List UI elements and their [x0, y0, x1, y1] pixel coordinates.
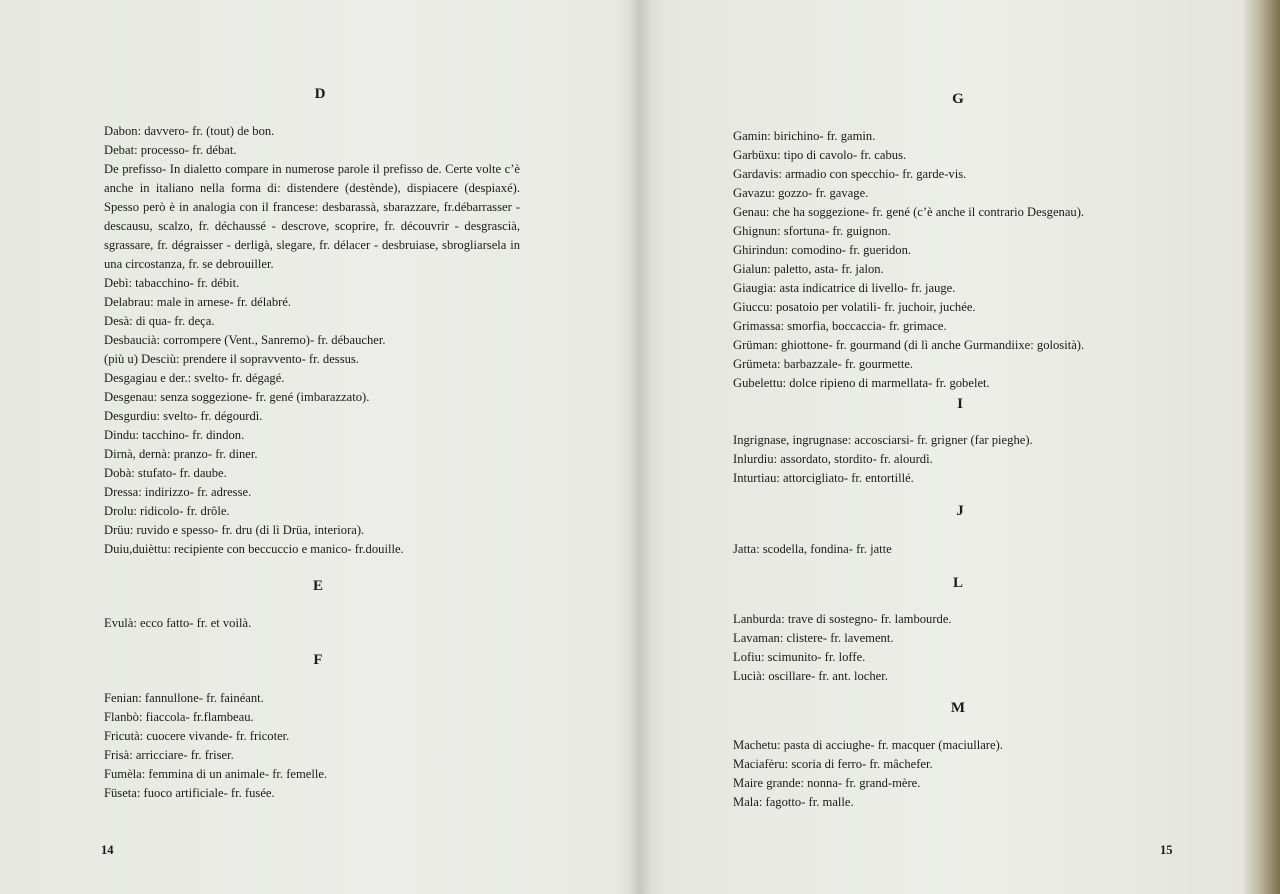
entry: Dindu: tacchino- fr. dindon. [104, 428, 245, 442]
entry: Desbaucià: corrompere (Vent., Sanremo)- fr. débaucher. [104, 333, 386, 347]
entry: Maciafèru: scoria di ferro- fr. mâchefer. [733, 757, 933, 771]
entry: Desà: di qua- fr. deça. [104, 314, 215, 328]
entry: Fumèla: femmina di un animale- fr. femelle. [104, 767, 328, 781]
entry: Fricutà: cuocere vivande- fr. fricoter. [104, 729, 290, 743]
entry: Lucià: oscillare- fr. ant. locher. [733, 669, 888, 683]
section-m-entries [733, 736, 1003, 812]
entry: Lanburda: trave di sostegno- fr. lambourde. [733, 612, 952, 626]
entry: Drüu: ruvido e spesso- fr. dru (di lì Drüa, interiora). [104, 523, 365, 537]
entry: Inturtiau: attorcigliato- fr. entortillé. [733, 471, 914, 485]
section-j-entries [733, 540, 892, 559]
entry: Debat: processo- fr. débat. [104, 143, 237, 157]
entry: Dabon: davvero- fr. (tout) de bon. [104, 124, 275, 138]
entry: Giuccu: posatoio per volatili- fr. juchoir, juchée. [733, 300, 976, 314]
entry: Gardavis: armadio con specchio- fr. garde-vis. [733, 167, 967, 181]
section-e-entries [104, 614, 251, 633]
entry: Mala: fagotto- fr. malle. [733, 795, 854, 809]
page-number-right: 15 [1160, 843, 1173, 857]
entry: Fenian: fannullone- fr. fainéant. [104, 691, 264, 705]
section-heading-m: M [950, 700, 966, 716]
entry: Ghirindun: comodino- fr. gueridon. [733, 243, 912, 257]
entry: Duiu,duièttu: recipiente con beccuccio e manico- fr.douille. [104, 542, 404, 556]
section-heading-l: L [952, 575, 963, 591]
entry: Gialun: paletto, asta- fr. jalon. [733, 262, 884, 276]
entry: Delabrau: male in arnese- fr. délabré. [104, 295, 292, 309]
section-heading-f: F [313, 652, 323, 668]
section-d-entries [104, 122, 520, 559]
entry: Ghignun: sfortuna- fr. guignon. [733, 224, 891, 238]
section-f-entries [104, 689, 327, 803]
entry: (più u) Desciù: prendere il sopravvento- fr. dessus. [104, 352, 359, 366]
entry: Füseta: fuoco artificiale- fr. fusée. [104, 786, 275, 800]
section-i-entries [733, 431, 1033, 488]
entry: Dirnà, dernà: pranzo- fr. diner. [104, 447, 258, 461]
entry: Dressa: indirizzo- fr. adresse. [104, 485, 252, 499]
section-g-entries [733, 127, 1084, 393]
entry: Gamin: birichino- fr. gamin. [733, 129, 876, 143]
entry: Grimassa: smorfia, boccaccia- fr. grimace. [733, 319, 947, 333]
entry: Gavazu: gozzo- fr. gavage. [733, 186, 869, 200]
entry: Desgagiau e der.: svelto- fr. dégagé. [104, 371, 285, 385]
entry: Desgurdiu: svelto- fr. dégourdì. [104, 409, 263, 423]
entry: Maire grande: nonna- fr. grand-mère. [733, 776, 921, 790]
entry: Ingrignase, ingrugnase: accosciarsi- fr. grigner (far pieghe). [733, 433, 1033, 447]
entry: Lofiu: scimunito- fr. loffe. [733, 650, 866, 664]
entry: Grümeta: barbazzale- fr. gourmette. [733, 357, 914, 371]
entry: Desgenau: senza soggezione- fr. gené (imbarazzato). [104, 390, 370, 404]
entry: Debì: tabacchino- fr. débit. [104, 276, 240, 290]
section-l-entries [733, 610, 952, 686]
entry: Dobà: stufato- fr. daube. [104, 466, 227, 480]
entry: Garbüxu: tipo di cavolo- fr. cabus. [733, 148, 907, 162]
entry: Genau: che ha soggezione- fr. gené (c’è anche il contrario Desgenau). [733, 205, 1085, 219]
section-heading-e: E [312, 578, 323, 594]
entry: Frisà: arricciare- fr. friser. [104, 748, 234, 762]
section-heading-i: I [957, 396, 963, 412]
section-heading-d: D [314, 86, 326, 102]
entry: Machetu: pasta di acciughe- fr. macquer (maciullare). [733, 738, 1003, 752]
entry-paragraph: De prefisso- In dialetto compare in numerose parole il prefisso de. Certe volte c’è anche in italiano nella forma di: distendere (destènde), dispiacere (despiaxé). Spesso però è in analogia con il francese: desbarassà, sbarazzare, fr.débarrasser - descausu, scalzo, fr. déchaussé - descrove, scoprire, fr. découvrir - desgrascià, sgrassare, fr. dégraisser - derligà, slegare, fr. délacer - desbruiase, sbrogliarsela in una circostanza, fr. se debrouiller. [104, 162, 520, 271]
entry: Giaugia: asta indicatrice di livello- fr. jauge. [733, 281, 956, 295]
entry: Grüman: ghiottone- fr. gourmand (di lì anche Gurmandiixe: golosità). [733, 338, 1085, 352]
section-heading-g: G [952, 91, 964, 107]
right-page [640, 0, 1280, 894]
entry: Evulà: ecco fatto- fr. et voilà. [104, 616, 252, 630]
entry: Flanbò: fiaccola- fr.flambeau. [104, 710, 254, 724]
entry: Inlurdiu: assordato, stordito- fr. alourdì. [733, 452, 933, 466]
section-heading-j: J [956, 503, 964, 519]
entry: Gubelettu: dolce ripieno di marmellata- fr. gobelet. [733, 376, 990, 390]
entry: Lavaman: clistere- fr. lavement. [733, 631, 894, 645]
entry: Jatta: scodella, fondina- fr. jatte [733, 542, 892, 556]
page-number-left: 14 [101, 843, 114, 857]
entry: Drolu: ridicolo- fr. drôle. [104, 504, 230, 518]
